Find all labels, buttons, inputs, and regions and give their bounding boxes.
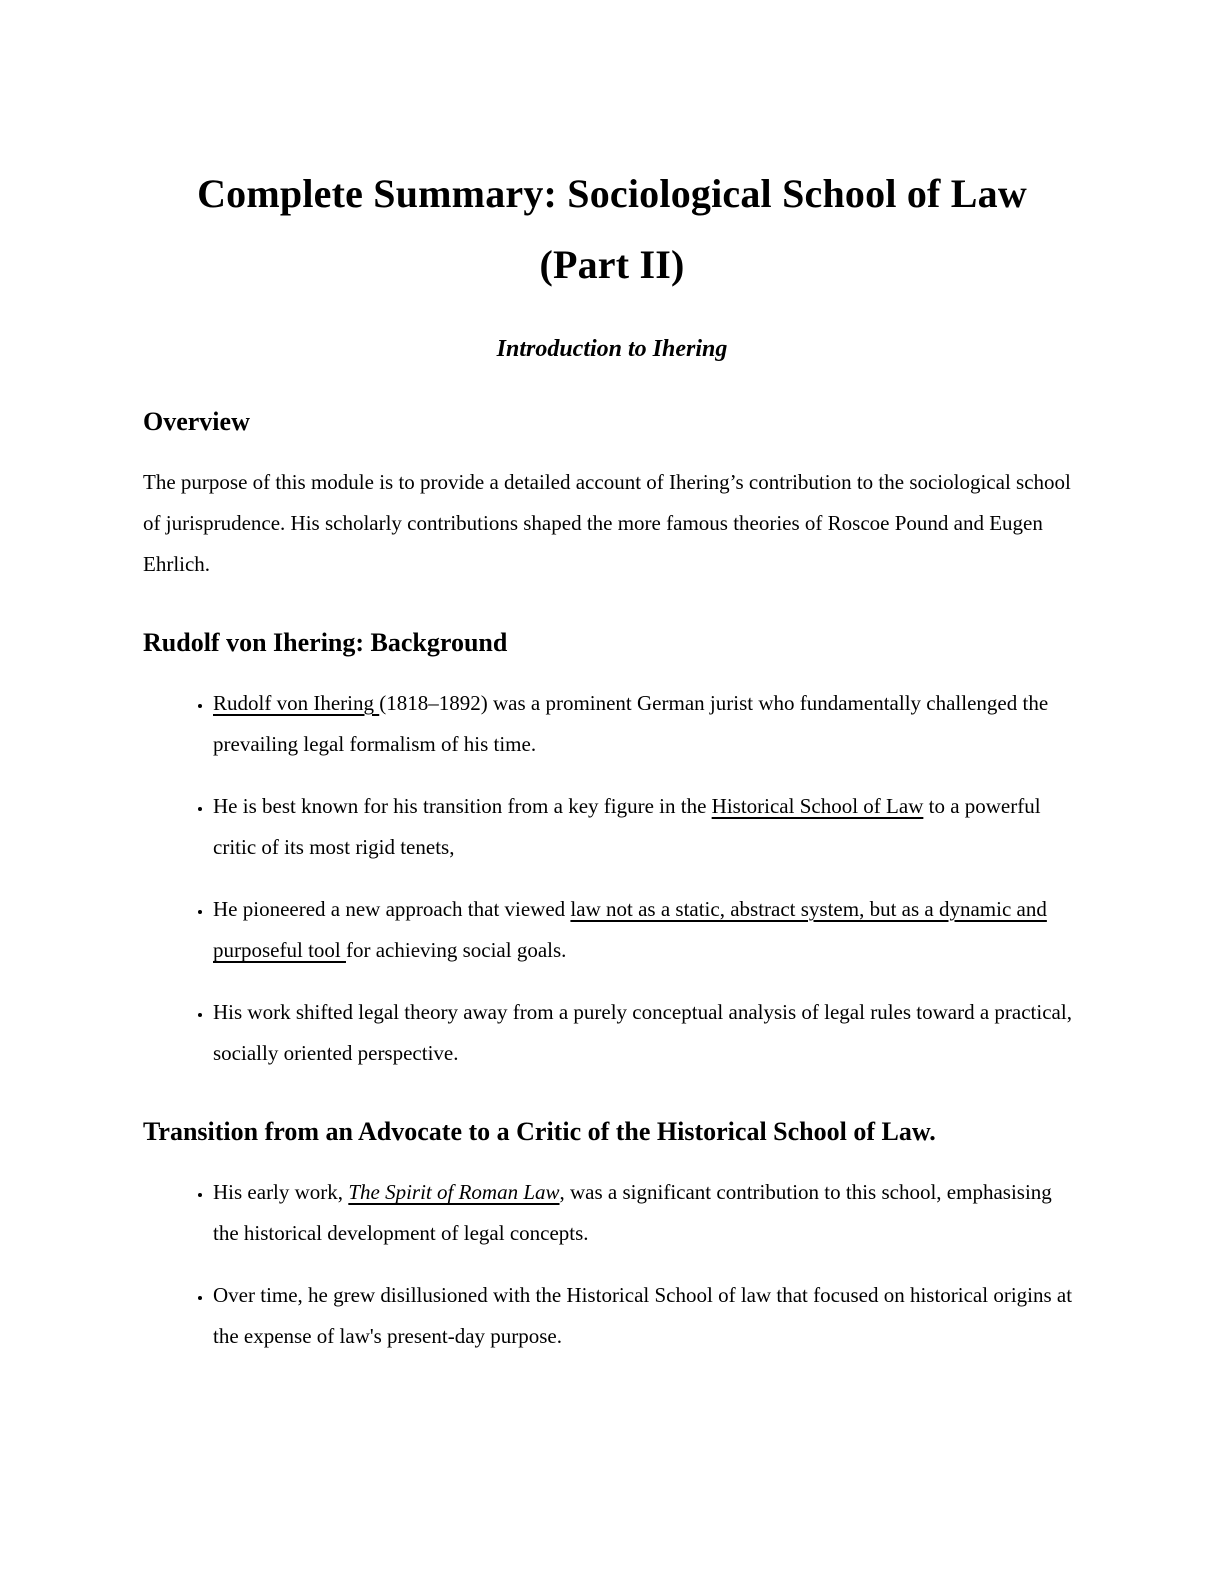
list-item — [213, 683, 1081, 765]
text-run: to a powerful critic of its most rigid tenets, — [213, 794, 1041, 859]
section-heading: Transition from an Advocate to a Critic of the Historical School of Law. — [143, 1117, 936, 1146]
paragraph — [143, 462, 1081, 585]
text-run: The Spirit of Roman Law — [348, 1180, 560, 1204]
section-heading: Overview — [143, 407, 250, 436]
text-run: Historical School of Law — [711, 794, 924, 818]
text-run: The purpose of this module is to provide a detailed account of Ihering’s contribution to the sociological school of jurisprudence. His scholarly contributions shaped the more famous theories of Roscoe Pound and Eugen Ehrlich. — [143, 470, 1071, 576]
text-run: He is best known for his transition from a key figure in the — [213, 794, 712, 818]
document-title — [143, 158, 1081, 300]
text-run: for achieving social goals. — [345, 938, 567, 962]
document-body — [143, 406, 1081, 1357]
list-item — [213, 889, 1081, 971]
text-run: (1818–1892) was a prominent German jurist who fundamentally challenged the prevailing legal formalism of his time. — [213, 691, 1049, 756]
text-run: law not as a static, abstract system, but as a dynamic and purposeful tool — [213, 897, 1047, 962]
list-item — [213, 1275, 1081, 1357]
text-run: , was a significant contribution to this school, emphasising the historical development of legal concepts. — [213, 1180, 1052, 1245]
text-run: Over time, he grew disillusioned with the Historical School of law that focused on historical origins at the expense of law's present-day purpose. — [213, 1283, 1073, 1348]
list-item — [213, 992, 1081, 1074]
text-run: His work shifted legal theory away from a purely conceptual analysis of legal rules toward a practical, socially oriented perspective. — [213, 1000, 1072, 1065]
section-heading: Rudolf von Ihering: Background — [143, 628, 508, 657]
text-run: His early work, — [213, 1180, 349, 1204]
list-item — [213, 786, 1081, 868]
list-item — [213, 1172, 1081, 1254]
document-subtitle: Introduction to Ihering — [496, 336, 728, 362]
text-run: Rudolf von Ihering — [213, 691, 380, 715]
text-run: He pioneered a new approach that viewed — [213, 897, 571, 921]
bullet-list — [143, 1172, 1081, 1357]
bullet-list — [143, 683, 1081, 1074]
title-line-2: (Part II) — [539, 242, 685, 287]
title-line-1: Complete Summary: Sociological School of Law — [197, 171, 1027, 216]
